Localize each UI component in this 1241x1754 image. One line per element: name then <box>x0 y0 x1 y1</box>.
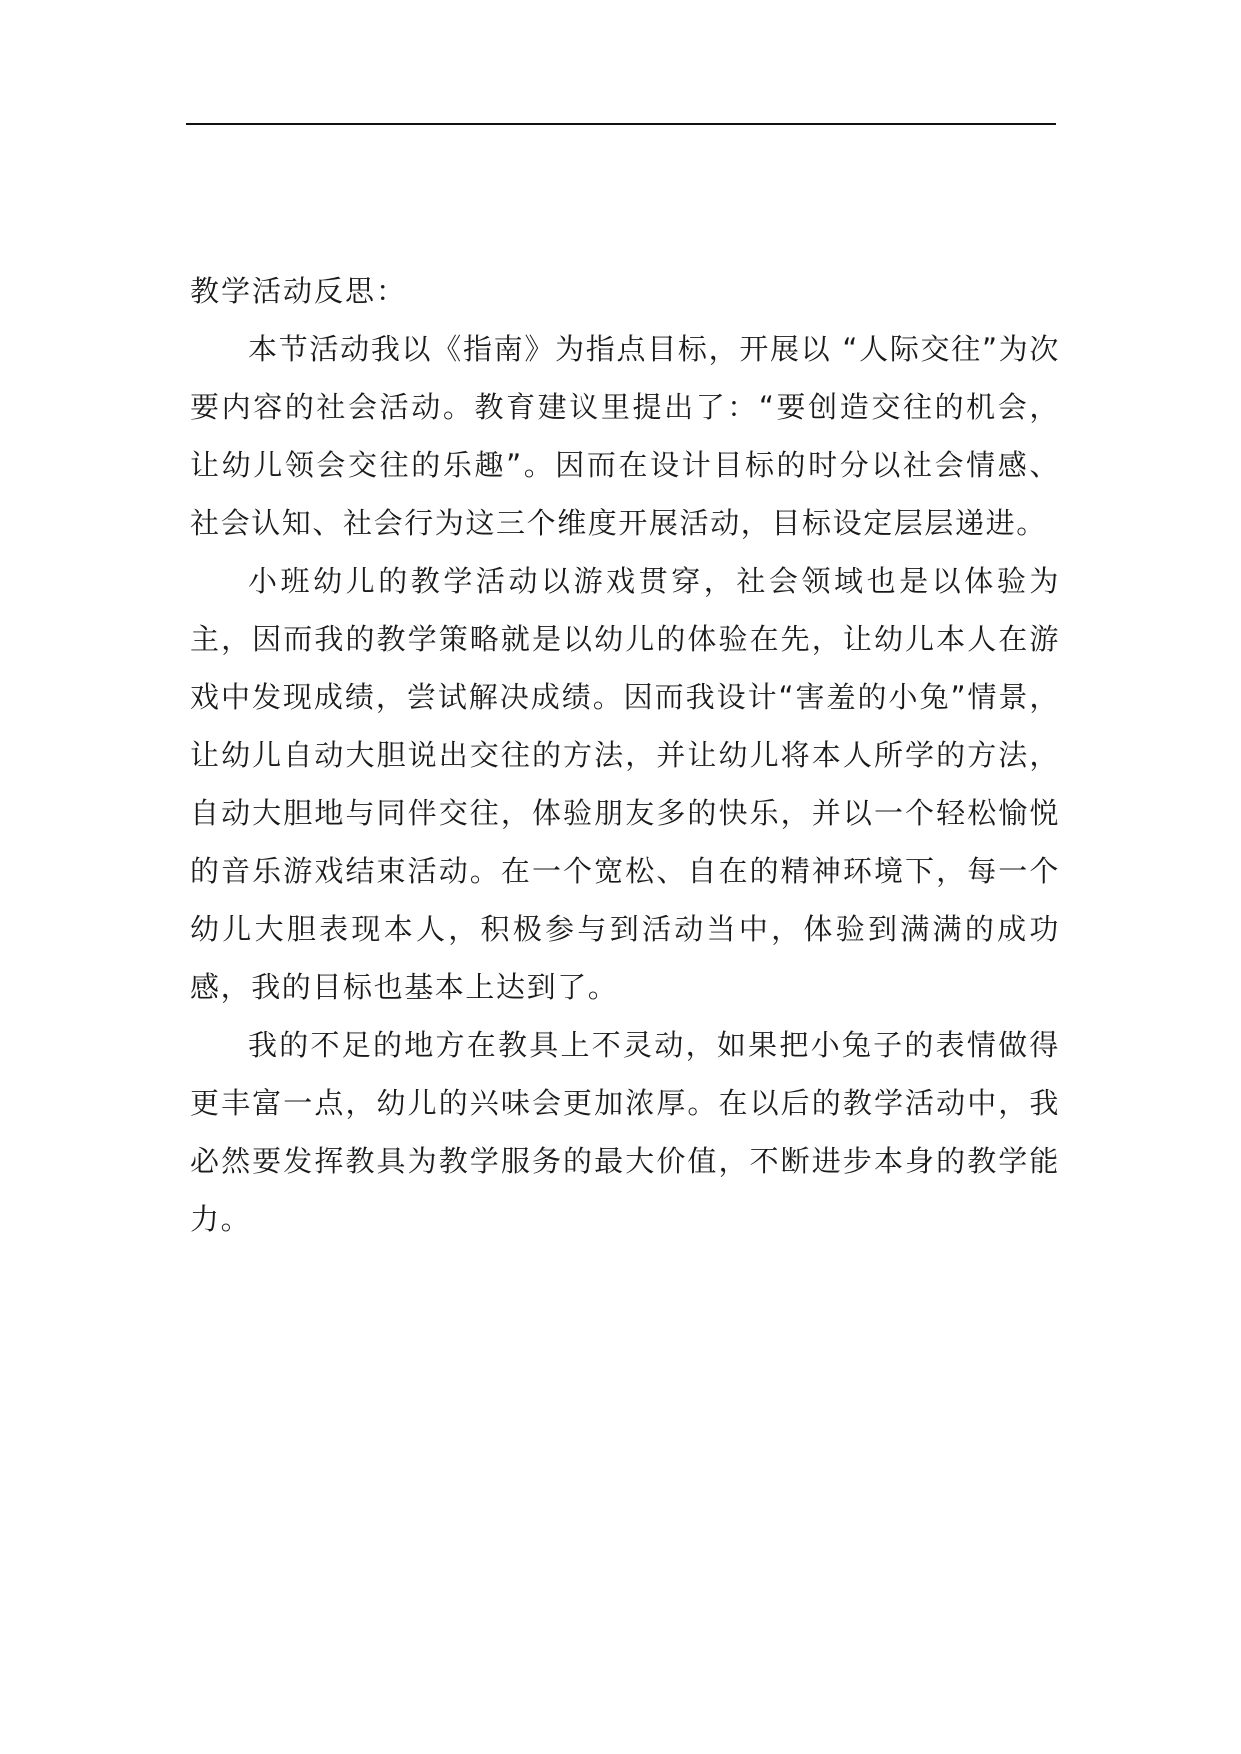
paragraph-3: 我的不足的地方在教具上不灵动，如果把小兔子的表情做得更丰富一点，幼儿的兴味会更加浓厚。在以后的教学活动中，我必然要发挥教具为教学服务的最大价值，不断进步本身的教学能力。 <box>190 1028 1060 1236</box>
document-body <box>190 262 1060 1248</box>
paragraph-2: 小班幼儿的教学活动以游戏贯穿，社会领域也是以体验为主，因而我的教学策略就是以幼儿的体验在先，让幼儿本人在游戏中发现成绩，尝试解决成绩。因而我设计“害羞的小兔”情景，让幼儿自动大胆说出交往的方法，并让幼儿将本人所学的方法，自动大胆地与同伴交往，体验朋友多的快乐，并以一个轻松愉悦的音乐游戏结束活动。在一个宽松、自在的精神环境下，每一个幼儿大胆表现本人，积极参与到活动当中，体验到满满的成功感，我的目标也基本上达到了。 <box>190 564 1060 1004</box>
section-heading: 教学活动反思： <box>190 274 408 308</box>
header-rule <box>186 123 1056 125</box>
paragraph-1: 本节活动我以《指南》为指点目标，开展以 “人际交往”为次要内容的社会活动。教育建议里提出了：“要创造交往的机会，让幼儿领会交往的乐趣”。因而在设计目标的时分以社会情感、社会认知、社会行为这三个维度开展活动，目标设定层层递进。 <box>190 332 1060 540</box>
